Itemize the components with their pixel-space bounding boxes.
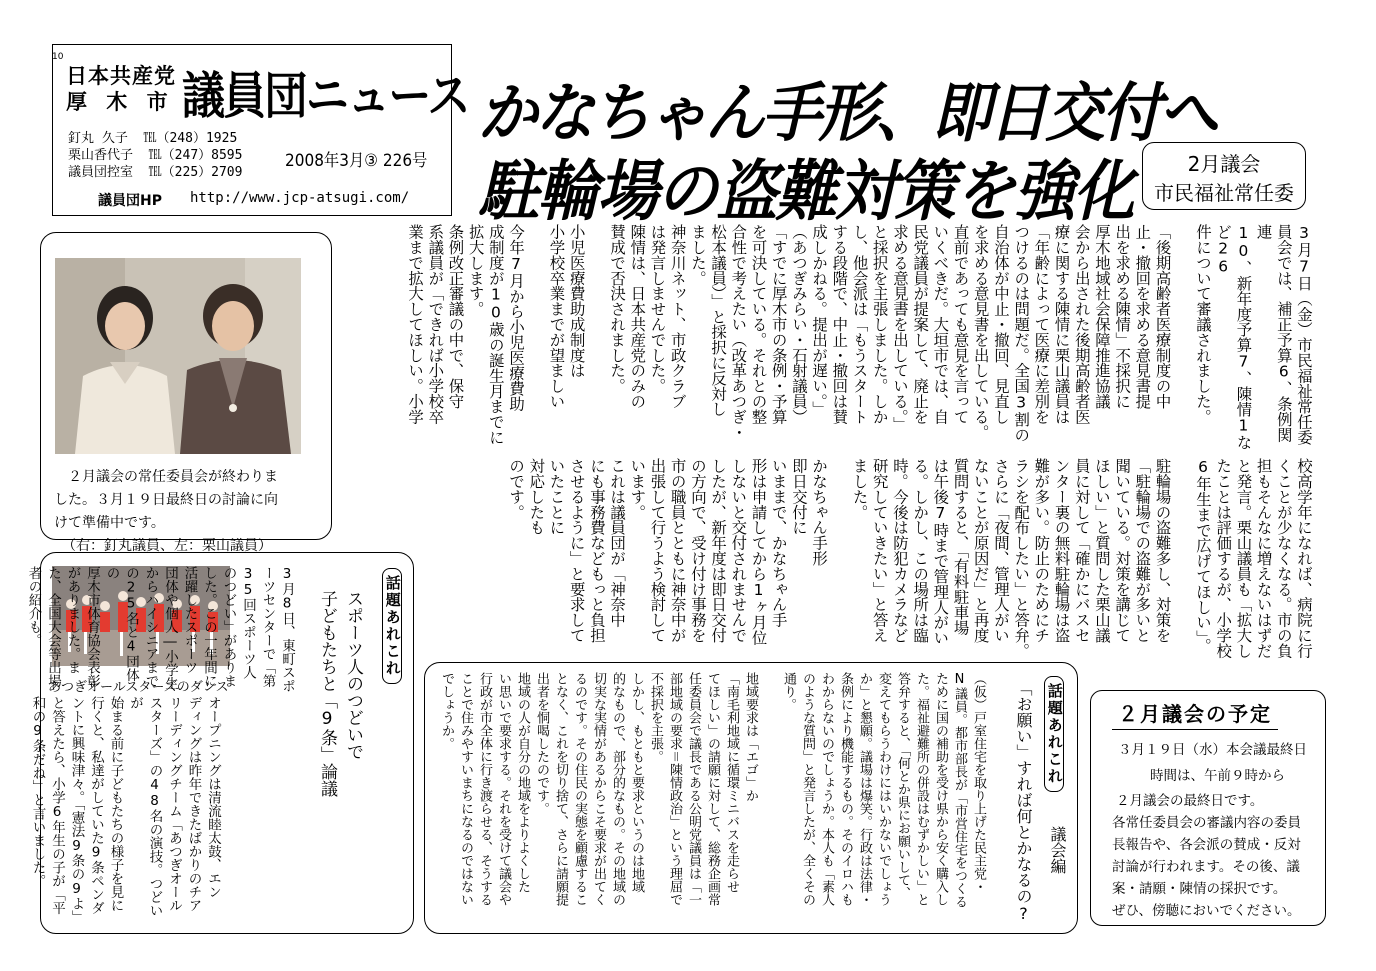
headline-line2: 駐輪場の盗難対策を強化	[478, 153, 1133, 230]
text-col: 行政が市全体に行き渡らせる、そうする	[477, 672, 492, 906]
text-col: 「すでに厚木市の条例・予算	[769, 224, 788, 425]
text-col: 会から出された後期高齢者医	[1072, 224, 1091, 425]
text-col: 団体や個人―小学生からハイシニアまでの25名と4団体の	[103, 566, 178, 690]
text-col: 療に関する陳情に栗山議員は	[1052, 224, 1071, 425]
text-col: （あつぎみらい・石射議員）	[789, 224, 808, 425]
text-col: いたことに	[547, 458, 566, 535]
council-tag: 話題あれこれ	[1044, 676, 1064, 792]
text-col: と発言。栗山議員も「拡大し	[1234, 458, 1253, 659]
text-col: ほしい」と質問した栗山議	[1092, 458, 1111, 643]
text-col: スターズ」の48名の演技。つどいが	[127, 696, 163, 917]
text-col: 担もそんなに増えないはずだ	[1254, 458, 1273, 659]
text-col: るのです。その住民の実態を顧慮するこ	[572, 672, 587, 906]
text-col: さらに「夜間、管理人がい	[991, 458, 1010, 643]
members-photo-image	[55, 258, 301, 454]
text-col: 不採択を主張。	[648, 672, 663, 763]
main-article-middle	[378, 458, 1314, 688]
sports-title	[314, 590, 366, 850]
text-col: 3月8日、東町スポーツセンターで「第35回スポーツ人	[240, 566, 295, 693]
text-col: 員会では、補正予算6、条例関連	[1254, 224, 1293, 443]
text-col: 成しかねる。提出が遅い。」	[810, 224, 829, 417]
newsletter-title: 議員団ニュース	[182, 67, 469, 125]
schedule-date: ３月１９日（水）本会議最終日	[1118, 742, 1307, 758]
text-col: 出張して行うよう検討して	[648, 458, 667, 643]
text-col: 民党議員が提案して、廃止を	[911, 224, 930, 425]
subheading: 小学校卒業までが望ましい	[547, 224, 566, 409]
text-col: 通り。	[781, 672, 796, 711]
text-col: する段階で、中止・撤回は賛	[830, 224, 849, 425]
text-col: ディングは昨年できたばかりのチア	[185, 696, 202, 912]
text-col: 和の9条だね」と言いました。	[29, 696, 46, 888]
text-col: 部地域の要求＝陳情政治」という理屈で	[667, 672, 682, 906]
text-col: つけるのは問題だ。全国3割の	[1012, 224, 1031, 443]
text-col: でしょうか。	[439, 672, 454, 750]
member-row: 議員団控室 ℡（225）2709	[68, 165, 243, 180]
text-col: を可決している。それとの整	[749, 224, 768, 425]
subheading: 止・撤回を求める意見書提	[1133, 224, 1152, 409]
text-col: たことは評価するが、小学校	[1214, 458, 1233, 659]
photo1-caption	[54, 466, 324, 558]
subheading: 出を求める陳情」不採択に	[1113, 224, 1132, 409]
text-col: 対応したも	[527, 458, 546, 535]
text-col: 直前であっても意見を言って	[951, 224, 970, 425]
subheading: 駐輪場の盗難多し、対策を	[1153, 458, 1172, 643]
issue-date: 2008年3月③ 226号	[285, 151, 428, 171]
text-col: 求める意見書を出している。」	[890, 224, 909, 432]
schedule-title: ２月議会の予定	[1112, 698, 1278, 730]
section-badge-line1: 2月議会	[1187, 152, 1261, 176]
text-col: 形は申請してから1ヶ月位	[749, 458, 768, 646]
subheading: 地域要求は「エゴ」か	[743, 672, 758, 802]
headline-line1: かなちゃん手形、即日交付へ	[478, 77, 1216, 151]
sports-tag: 話題あれこれ	[382, 568, 402, 684]
text-col: ンター裏の無料駐輪場は盗	[1052, 458, 1071, 643]
subheading: 「後期高齢者医療制度の中	[1153, 224, 1172, 409]
text-col: 答弁すると、「何とか県にお願いして、	[895, 672, 910, 900]
hp-url-link[interactable]: http://www.jcp-atsugi.com/	[190, 190, 410, 206]
sports-body-top	[23, 566, 296, 694]
text-col: となく、これを切り捨て、さらに請願提	[553, 672, 568, 906]
text-col: オープニングは清流睦太鼓、エン	[205, 696, 221, 899]
text-col: 「年齢によって医療に差別を	[1032, 224, 1051, 425]
text-col: 地域の人が自分の地域をよりよくした	[515, 672, 530, 893]
text-col: 拡大します。	[466, 224, 485, 317]
text-col: 自治体が中止・撤回、見直し	[991, 224, 1010, 425]
text-col: N議員。都市部長が「市営住宅をつくる	[952, 672, 967, 908]
text-col: の方向で、受け付け事務を	[688, 458, 707, 643]
schedule-line: 各常任委員会の審議内容の委員	[1112, 815, 1301, 831]
text-col: いままで、かなちゃん手	[769, 458, 788, 628]
section-badge-line2: 市民福祉常任委	[1154, 181, 1294, 205]
text-col: にも事務費などもっと負担	[587, 458, 606, 643]
text-col: させるように」と要求して	[567, 458, 586, 643]
text-col: 的なもので、部分的なもの。その地域の	[610, 672, 625, 906]
sports-body-bottom	[27, 696, 222, 926]
schedule-time: 時間は、午前９時から	[1150, 768, 1285, 784]
subheading: 小児医療費助成制度は	[567, 224, 586, 378]
text-col: くことが少なくなる。市の負	[1274, 458, 1293, 659]
text-col: 行くと、私達がしていた9条ペンダ	[88, 696, 104, 915]
member-row: 栗山香代子 ℡（247）8595	[68, 148, 243, 163]
text-col: し、他会派は「もうスタート	[850, 224, 869, 425]
text-col: 「南毛利地域に循環ミニバスを走らせ	[724, 672, 739, 893]
party-name-line2: 厚 木 市	[66, 90, 174, 114]
schedule-line: 案・請願・陳情の採択です。	[1112, 881, 1287, 897]
text-col: と採択を主張しました。しか	[870, 224, 889, 425]
text-col: 時。今後は防犯カメラなど	[890, 458, 909, 643]
text-col: 質問すると、「有料駐車場	[951, 458, 970, 636]
text-col: 難が多い。防止のためにチ	[1032, 458, 1051, 643]
text-col: したが、新年度は即日交付	[709, 458, 728, 643]
section-badge	[1142, 142, 1306, 210]
text-col: 今年7月から小児医療費助	[507, 224, 526, 412]
council-title: 「お願い」すれば何とかなるの?	[1014, 680, 1033, 923]
sports-title-line1: スポーツ人のつどいで	[343, 590, 363, 760]
text-col: しかし、もともと要求というのは地域	[629, 672, 644, 893]
text-col: 業まで拡大してほしい。小学	[406, 224, 425, 425]
text-col: 神奈川ネット、市政クラブ	[668, 224, 687, 409]
text-col: 条例により機能するもの。そのイロハも	[838, 672, 853, 906]
cheer-photo-caption: あつぎオールスターズのダンス	[48, 680, 229, 695]
text-col: います。	[628, 458, 647, 520]
caption-line: （右：釘丸議員、左：栗山議員）	[62, 538, 272, 554]
text-col: 変えてもらうわけにはいかないでしょう	[876, 672, 891, 906]
text-col: 合性で考えたい（改革あつぎ・	[729, 224, 748, 440]
text-col: 研究していきたい」と答え	[870, 458, 889, 643]
subheading: かなちゃん手形	[810, 458, 829, 566]
text-col: ことで住みやすいまちになるのではない	[458, 672, 473, 906]
text-col: は発言しませんでした。	[648, 224, 667, 394]
text-col: 松本議員）」と採択に反対し	[709, 224, 728, 417]
schedule-line: 討論が行われます。その後、議	[1112, 859, 1300, 875]
text-col: は午後7時まで管理人がい	[931, 458, 950, 646]
caption-line: した。３月１９日最終日の討論に向	[54, 492, 278, 508]
sports-title-line2: 子どもたちと「9条」論議	[317, 590, 337, 797]
text-col: のです。	[507, 458, 526, 520]
text-col: のつどい」がありました。この一年間に活躍したスポーツ	[181, 566, 237, 688]
text-col: 成制度が10歳の誕生月までに	[486, 224, 505, 445]
text-col: ました。	[850, 458, 869, 520]
council-body	[432, 672, 988, 926]
schedule-line: ２月議会の最終日です。	[1116, 793, 1264, 809]
text-col: しないと交付されませんで	[729, 458, 748, 643]
member-row: 釘丸 久子 ℡（248）1925	[68, 131, 238, 146]
text-col: これは議員団が「神奈中	[608, 458, 627, 628]
issue-number-small: 10	[52, 52, 64, 62]
text-col: のような質問」と発言したが、全くその	[800, 672, 815, 906]
text-col: 任委員会で議長である公明党議員は「一	[686, 672, 701, 906]
text-col: か」と懇願。議場は爆笑。行政は法律・	[857, 672, 872, 906]
text-col: ために国の補助を受け県から安く購入し	[933, 672, 948, 906]
text-col: （仮）戸室住宅を取り上げた民主党・	[971, 672, 986, 893]
text-col: 切実な実情があるからこそ要求が出てく	[591, 672, 606, 906]
subheading: 即日交付に	[789, 458, 808, 535]
text-col: 3月7日（金）市民福祉常任委	[1295, 224, 1313, 445]
text-col: 6年生まで広げてほしい」。	[1193, 458, 1212, 654]
text-col: 厚木地域社会保障推進協議	[1092, 224, 1111, 409]
schedule-desc	[1112, 790, 1301, 922]
schedule-line: ぜひ、傍聴においでください。	[1112, 903, 1301, 919]
text-col: 条例改正審議の中で、保守	[446, 224, 465, 409]
text-col: 賛成で否決されました。	[608, 224, 627, 394]
council-subtitle: 議会編	[1048, 826, 1067, 874]
text-col: 系議員が「できれば小学校卒	[426, 224, 445, 425]
main-article-upper	[406, 224, 1314, 456]
text-col: い思いで要求する。それを受けて議会や	[496, 672, 511, 906]
text-col: 「駐輪場での盗難が多いと	[1133, 458, 1152, 643]
text-col: いくべきだ。大垣市では、自	[931, 224, 950, 425]
text-col: 10、新年度予算7、陳情1など26	[1214, 224, 1253, 450]
text-col: 員に対して「確かにバスセ	[1072, 458, 1091, 643]
text-col: わからないのでしょうか。本人も「素人	[819, 672, 834, 906]
text-col: と答えたら、小学6年生の子が「平	[49, 696, 65, 915]
text-col: リーディングチーム「あつぎオール	[166, 696, 182, 912]
text-col: てほしい」の請願に対して、総務企画常	[705, 672, 720, 906]
text-col: 市の職員とともに神奈中が	[668, 458, 687, 643]
text-col: 始まる前に子どもたちの様子を見に	[107, 696, 124, 912]
text-col: ました。	[688, 224, 707, 286]
party-name-line1: 日本共産党	[66, 64, 176, 88]
text-col: 厚木市体育協会表彰がありました。また、全国大会等出場	[45, 566, 100, 688]
schedule-line: 長報告や、各会派の賛成・反対	[1112, 837, 1301, 853]
hp-label: 議員団HP	[98, 193, 162, 209]
text-col: た。福祉避難所の併設はむずかしい」と	[914, 672, 929, 906]
caption-line: ２月議会の常任委員会が終わりま	[68, 469, 278, 485]
text-col: る。しかし、この場所は臨	[911, 458, 930, 643]
text-col: 者の紹介も。	[25, 566, 42, 647]
text-col: 陳情は、日本共産党のみの	[628, 224, 647, 409]
text-col: 聞いている。対策を講じて	[1113, 458, 1132, 643]
text-col: 件について審議されました。	[1193, 224, 1212, 425]
text-col: 校高学年になれば、病院に行	[1295, 458, 1313, 659]
text-col: ラシを配布したい」と答弁。	[1012, 458, 1031, 659]
text-col: 出者を恫喝したのです。	[534, 672, 549, 815]
caption-line: けて準備中です。	[54, 515, 165, 531]
members-photo	[55, 258, 301, 454]
text-col: ントに興味津々。「憲法9条の9よ」	[68, 696, 85, 924]
text-col: を求める意見書を出している。	[971, 224, 990, 440]
member-contacts	[68, 130, 242, 181]
text-col: ないことが原因だ」と再度	[971, 458, 990, 643]
